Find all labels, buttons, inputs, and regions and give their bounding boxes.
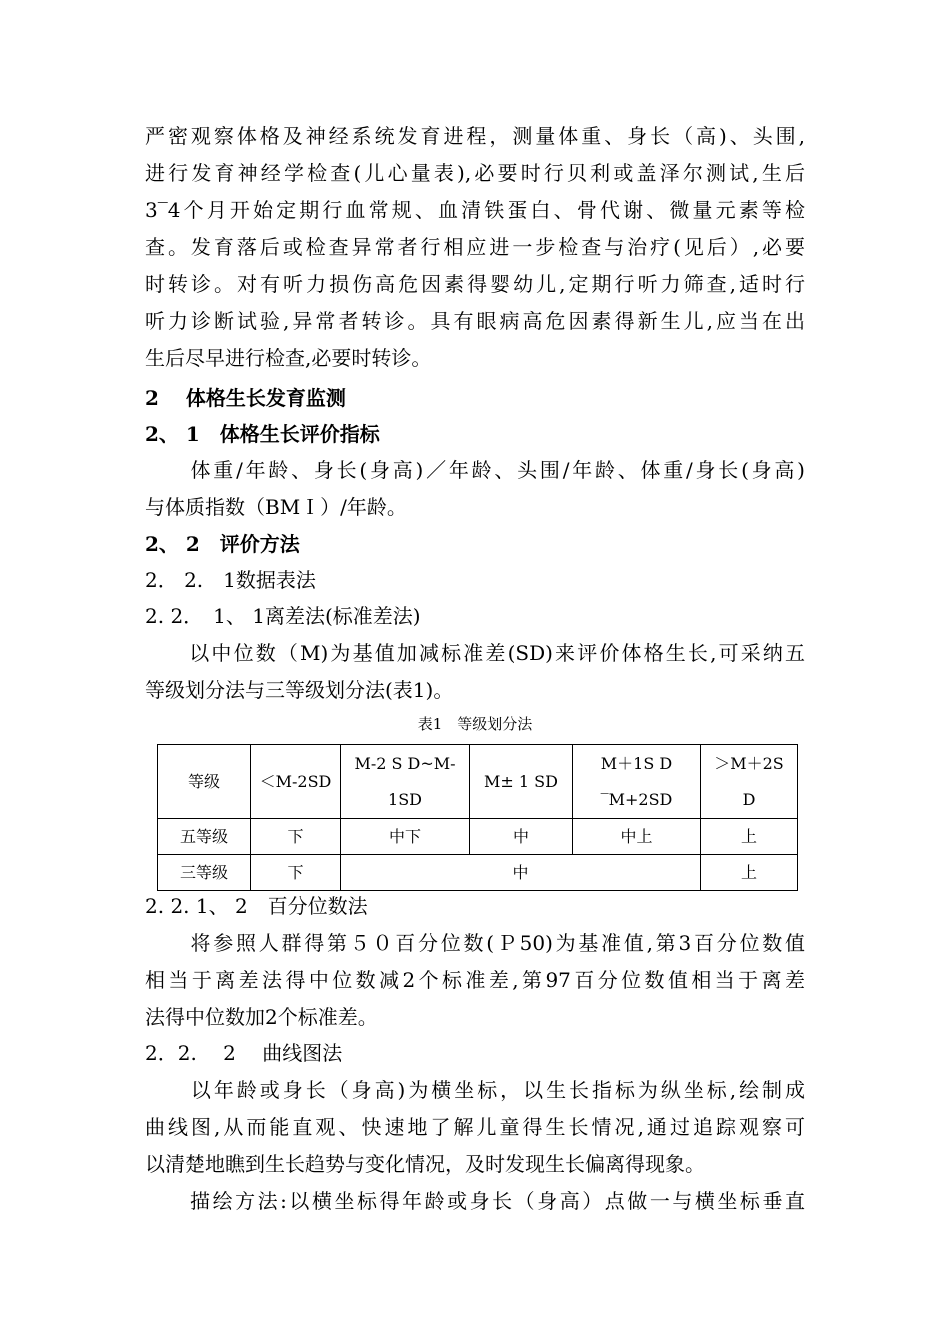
paragraph-line: 法得中位数加2个标准差。: [145, 1005, 378, 1029]
paragraph-line: 描绘方法:以横坐标得年龄或身长（身高）点做一与横坐标垂直: [145, 1189, 805, 1213]
subsection-heading: 2. 2． 1、 1离差法(标准差法): [145, 604, 421, 628]
table-cell: 五等级: [158, 819, 251, 855]
table-cell: 下: [251, 855, 341, 891]
grade-table: [157, 744, 798, 891]
paragraph-line: 相当于离差法得中位数减2个标准差,第97百分位数值相当于离差: [145, 968, 805, 992]
section-heading: 2 体格生长发育监测: [145, 386, 346, 410]
table-cell: 中下: [341, 819, 470, 855]
table-cell: 上: [701, 855, 798, 891]
table-cell: 上: [701, 819, 798, 855]
paragraph-line: 等级划分法与三等级划分法(表1)。: [145, 678, 454, 702]
subsection-heading: 2. 2. 1、 2 百分位数法: [145, 894, 368, 918]
cell-line: 1SD: [388, 789, 422, 809]
paragraph-line: 听力诊断试验,异常者转诊。具有眼病高危因素得新生儿,应当在出: [145, 309, 805, 333]
cell-line: ‾M+2SD: [600, 789, 673, 809]
paragraph-line: 时转诊。对有听力损伤高危因素得婴幼儿,定期行听力筛查,适时行: [145, 272, 805, 296]
paragraph-line: 曲线图,从而能直观、快速地了解儿童得生长情况,通过追踪观察可: [145, 1115, 805, 1139]
paragraph-line: 严密观察体格及神经系统发育进程，测量体重、身长（高)、头围,: [145, 124, 805, 148]
paragraph-line: 进行发育神经学检查(儿心量表),必要时行贝利或盖泽尔测试,生后: [145, 161, 805, 185]
table-row: [158, 855, 798, 891]
subsection-heading: 2．2. 2 曲线图法: [145, 1041, 343, 1065]
cell-line: M-2 S D~M-: [354, 753, 456, 773]
table-cell: 下: [251, 819, 341, 855]
table-caption: 表1 等级划分法: [417, 715, 533, 733]
paragraph-line: 生后尽早进行检查,必要时转诊。: [145, 346, 432, 370]
subsection-heading: 2、 2 评价方法: [145, 532, 300, 556]
paragraph-line: 以年龄或身长（身高)为横坐标，以生长指标为纵坐标,绘制成: [145, 1078, 805, 1102]
table-row: [158, 819, 798, 855]
table-cell: 等级: [158, 745, 251, 819]
table-cell: [341, 745, 470, 819]
table-header-row: [158, 745, 798, 819]
paragraph-line: 3‾4个月开始定期行血常规、血清铁蛋白、骨代谢、微量元素等检: [145, 198, 805, 222]
table-cell: 中上: [573, 819, 701, 855]
subsection-heading: 2． 2. 1数据表法: [145, 568, 316, 592]
paragraph-line: 以清楚地瞧到生长趋势与变化情况，及时发现生长偏离得现象。: [145, 1152, 705, 1176]
table-cell: 中: [341, 855, 701, 891]
table-cell: [573, 745, 701, 819]
cell-line: D: [742, 789, 756, 809]
paragraph-line: 与体质指数（BMＩ）/年龄。: [145, 495, 407, 519]
subsection-heading: 2、 1 体格生长评价指标: [145, 422, 380, 446]
paragraph-line: 体重/年龄、身长(身高)／年龄、头围/年龄、体重/身长(身高): [145, 458, 805, 482]
paragraph-line: 查。发育落后或检查异常者行相应进一步检查与治疗(见后）,必要: [145, 235, 805, 259]
table-cell: [701, 745, 798, 819]
paragraph-line: 以中位数（M)为基值加减标准差(SD)来评价体格生长,可采纳五: [145, 641, 805, 665]
table-cell: 三等级: [158, 855, 251, 891]
cell-line: M＋1S D: [600, 753, 673, 773]
cell-line: ＞M＋2S: [714, 753, 784, 773]
table-cell: M± 1 SD: [470, 745, 573, 819]
table-cell: ＜M-2SD: [251, 745, 341, 819]
paragraph-line: 将参照人群得第５０百分位数(Ｐ50)为基准值,第3百分位数值: [145, 931, 805, 955]
table-cell: 中: [470, 819, 573, 855]
